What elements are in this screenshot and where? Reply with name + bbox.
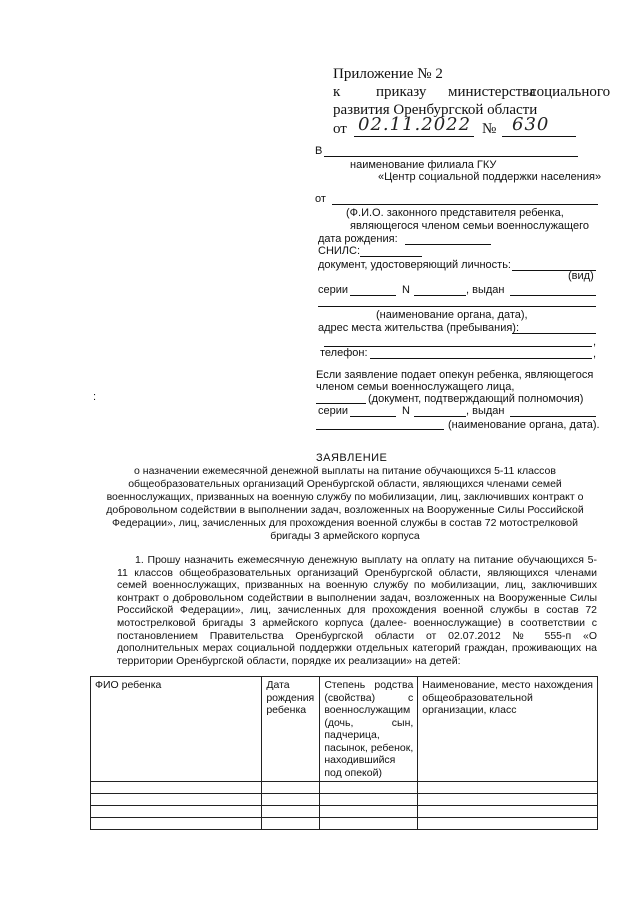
table-row (91, 782, 598, 794)
phone-comma: , (593, 348, 597, 360)
guardian-authority-line (316, 429, 444, 430)
cell-relationship[interactable] (320, 794, 418, 806)
snils-label: СНИЛС: (318, 245, 361, 257)
order-date-underline (354, 136, 474, 137)
table-row (91, 806, 598, 818)
order-number-underline (502, 136, 576, 137)
issued-label: , выдан (466, 284, 505, 296)
guardian-series-line (350, 416, 396, 417)
guardian-doc-line (316, 403, 366, 404)
appendix-line1-w2: приказу (376, 84, 427, 100)
children-table (90, 676, 598, 830)
heading-line-1: о назначении ежемесячной денежной выплаты на питание обучающихся 5-11 классов (134, 465, 556, 477)
guardian-series-label: серии (318, 405, 349, 417)
heading-line-5: Федерации», лиц, зачисленных для прохождения военной службы в состав 72 мотострелковой (112, 517, 578, 529)
guardian-authority-caption: (наименование органа, дата). (448, 419, 600, 431)
guardian-line2: членом семьи военнослужащего лица, (316, 381, 515, 393)
series-label: серии (318, 284, 349, 296)
heading-line-6: бригады 3 армейского корпуса (270, 530, 420, 542)
fio-line (332, 204, 598, 205)
table-row (91, 794, 598, 806)
center-name: «Центр социальной поддержки населения» (378, 171, 602, 183)
kind-caption: (вид) (568, 270, 594, 282)
cell-child-name[interactable] (91, 806, 262, 818)
authority-line (318, 306, 596, 307)
header-child-name: ФИО ребенка (91, 677, 262, 782)
authority-caption: (наименование органа, дата), (376, 309, 528, 321)
cell-relationship[interactable] (320, 806, 418, 818)
cell-birth-date[interactable] (262, 794, 320, 806)
margin-mark: : (93, 391, 97, 403)
appendix-title: Приложение № 2 (333, 66, 443, 82)
appendix-line1-w4: социального (530, 84, 611, 100)
header-birth-date: Дата рождения ребенка (262, 677, 320, 782)
address-label: адрес места жительства (пребывания): (318, 322, 520, 334)
identity-doc-label: документ, удостоверяющий личность: (318, 259, 511, 271)
from-label: от (315, 193, 326, 205)
heading-line-2: общеобразовательных организаций Оренбургской области, являющихся членами семей (128, 478, 562, 490)
cell-school[interactable] (418, 782, 598, 794)
order-date-prefix: от (333, 121, 347, 137)
cell-child-name[interactable] (91, 818, 262, 830)
table-header-row (91, 677, 598, 782)
request-paragraph: 1. Прошу назначить ежемесячную денежную выплату на оплату на питание обучающихся 5-11 классов общеобразовательных организаций Оренбургской области, являющихся членами семей военнослужащих, призванных на военную службу по мобилизации, лиц, заключивших контракт о добровольном содействии в выполнении задач, возложенных на Вооруженные Силы Российской Федерации», лиц, зачисленных для прохождения военной службы в состав 72 мотострелковой бригады 3 армейского корпуса (далее- военнослужащие) в соответствии с постановлением Правительства Оренбургской области от 02.07.2012 № 555-п «О дополнительных мерах социальной поддержки отдельных категорий граждан, проживающих на территории Оренбургской области, порядке их реализации» на детей: (117, 554, 597, 667)
issued-line (510, 295, 596, 296)
fio-caption: (Ф.И.О. законного представителя ребенка, (346, 207, 564, 219)
header-relationship: Степень родства (свойства) с военнослужащим (дочь, сын, падчерица, пасынок, ребенок, находившийся под опекой) (320, 677, 418, 782)
phone-label: телефон: (320, 347, 368, 359)
order-number-sign: № (482, 121, 497, 137)
birth-date-label: дата рождения: (318, 233, 398, 245)
cell-school[interactable] (418, 806, 598, 818)
cell-child-name[interactable] (91, 794, 262, 806)
phone-line (370, 358, 592, 359)
heading-line-4: добровольном содействии в выполнении задач, возложенных на Вооруженные Силы Российской (106, 504, 584, 516)
birth-date-line (405, 244, 491, 245)
guardian-issued-label: , выдан (466, 405, 505, 417)
appendix-line1-k: к (333, 84, 341, 100)
table-row (91, 818, 598, 830)
member-caption: являющегося членом семьи военнослужащего (350, 220, 589, 232)
heading-line-3: военнослужащих, призванных на военную службу по мобилизации, лиц, заключивших контракт о (106, 491, 584, 503)
snils-line (360, 256, 422, 257)
series-line (350, 295, 396, 296)
statement-title: ЗАЯВЛЕНИЕ (316, 452, 388, 464)
cell-birth-date[interactable] (262, 806, 320, 818)
guardian-n-label: N (402, 405, 410, 417)
guardian-n-line (414, 416, 466, 417)
order-number-handwritten: 630 (512, 114, 550, 135)
appendix-line1-w3: министерства (448, 84, 536, 100)
header-school: Наименование, место нахождения общеобразовательной организации, класс (418, 677, 598, 782)
address-comma: , (593, 336, 597, 348)
cell-school[interactable] (418, 794, 598, 806)
branch-line (324, 156, 578, 157)
cell-school[interactable] (418, 818, 598, 830)
guardian-doc-caption: (документ, подтверждающий полномочия) (368, 393, 584, 405)
cell-child-name[interactable] (91, 782, 262, 794)
guardian-issued-line (510, 416, 596, 417)
to-label: В (315, 145, 323, 157)
guardian-line1: Если заявление подает опекун ребенка, являющегося (316, 369, 594, 381)
cell-relationship[interactable] (320, 782, 418, 794)
n-line (414, 295, 466, 296)
cell-relationship[interactable] (320, 818, 418, 830)
cell-birth-date[interactable] (262, 782, 320, 794)
cell-birth-date[interactable] (262, 818, 320, 830)
order-date-handwritten: 02.11.2022 (358, 114, 472, 135)
address-line-1 (512, 333, 596, 334)
branch-caption: наименование филиала ГКУ (350, 159, 497, 171)
appendix-line2: развития Оренбургской области (333, 102, 538, 118)
n-label: N (402, 284, 410, 296)
